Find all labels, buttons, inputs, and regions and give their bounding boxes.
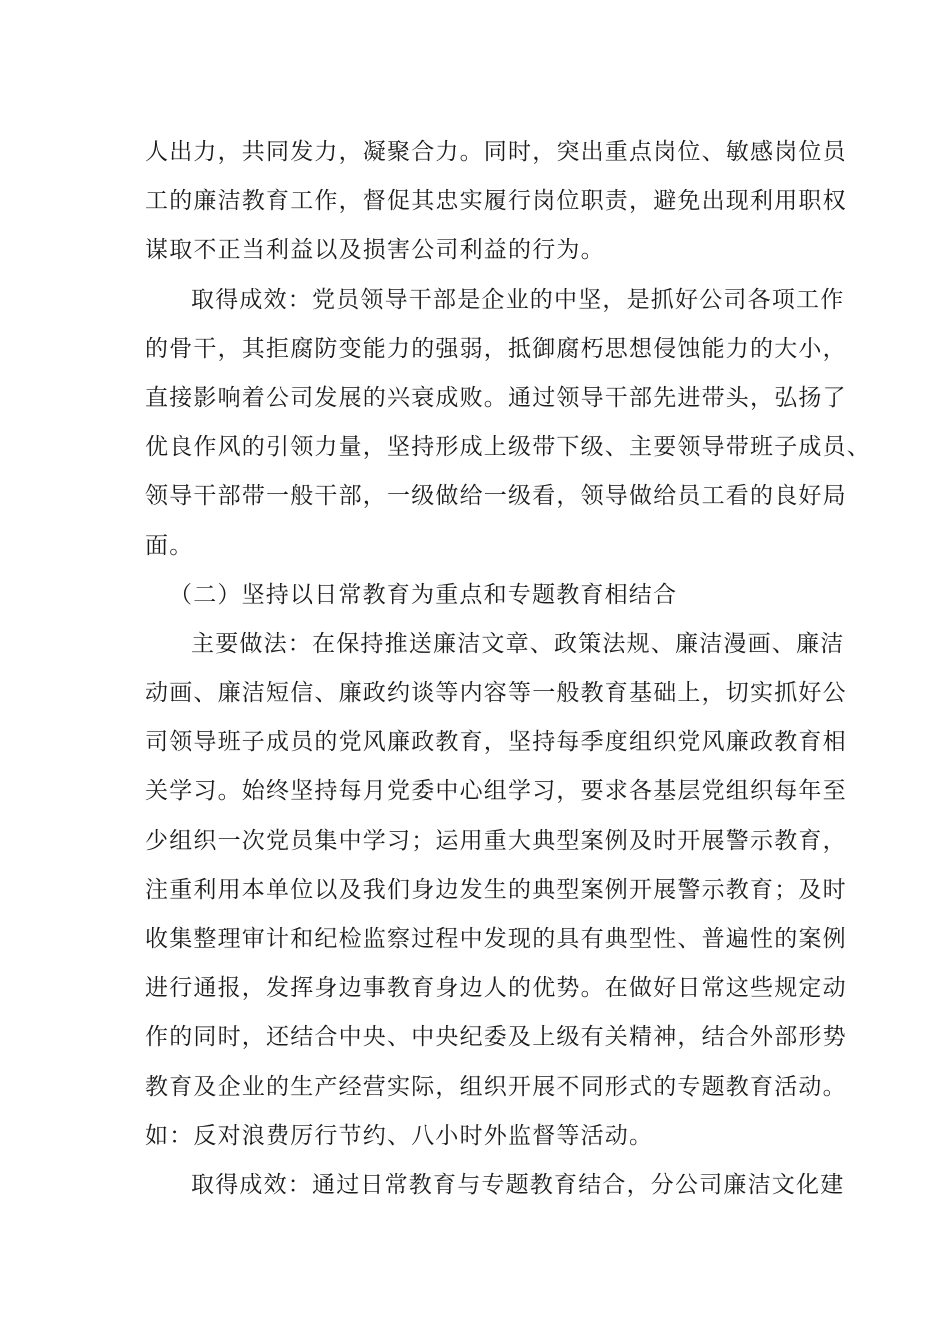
body-line: 少组织一次党员集中学习；运用重大典型案例及时开展警示教育， bbox=[145, 827, 847, 854]
body-line: 面。 bbox=[145, 532, 194, 559]
body-line: 司领导班子成员的党风廉政教育，坚持每季度组织党风廉政教育相 bbox=[145, 729, 847, 756]
body-line: 工的廉洁教育工作，督促其忠实履行岗位职责，避免出现利用职权 bbox=[145, 188, 847, 215]
body-line: 谋取不正当利益以及损害公司利益的行为。 bbox=[145, 237, 605, 264]
body-line: 如：反对浪费厉行节约、八小时外监督等活动。 bbox=[145, 1122, 654, 1149]
body-line: 注重利用本单位以及我们身边发生的典型案例开展警示教育；及时 bbox=[145, 876, 847, 903]
body-line: 优良作风的引领力量，坚持形成上级带下级、主要领导带班子成员、 bbox=[145, 434, 871, 461]
section-heading: （二）坚持以日常教育为重点和专题教育相结合 bbox=[169, 581, 678, 608]
body-line: 进行通报，发挥身边事教育身边人的优势。在做好日常这些规定动 bbox=[145, 975, 847, 1002]
body-line: 关学习。始终坚持每月党委中心组学习，要求各基层党组织每年至 bbox=[145, 778, 847, 805]
body-line: 领导干部带一般干部，一级做给一级看，领导做给员工看的良好局 bbox=[145, 483, 847, 510]
body-line: 收集整理审计和纪检监察过程中发现的具有典型性、普遍性的案例 bbox=[145, 926, 847, 952]
body-line: 动画、廉洁短信、廉政约谈等内容等一般教育基础上，切实抓好公 bbox=[145, 680, 847, 707]
paragraph-start-line: 取得成效：党员领导干部是企业的中坚，是抓好公司各项工作 bbox=[191, 286, 845, 313]
document-body bbox=[145, 128, 871, 1210]
body-line: 的骨干，其拒腐防变能力的强弱，抵御腐朽思想侵蚀能力的大小， bbox=[145, 335, 847, 362]
body-line: 人出力，共同发力，凝聚合力。同时，突出重点岗位、敏感岗位员 bbox=[145, 139, 847, 165]
paragraph-start-line: 主要做法：在保持推送廉洁文章、政策法规、廉洁漫画、廉洁 bbox=[191, 630, 845, 657]
body-line: 直接影响着公司发展的兴衰成败。通过领导干部先进带头，弘扬了 bbox=[145, 384, 847, 411]
body-line: 教育及企业的生产经营实际，组织开展不同形式的专题教育活动。 bbox=[145, 1073, 847, 1100]
body-line: 作的同时，还结合中央、中央纪委及上级有关精神，结合外部形势 bbox=[145, 1024, 847, 1051]
paragraph-start-line: 取得成效：通过日常教育与专题教育结合，分公司廉洁文化建 bbox=[191, 1171, 845, 1198]
